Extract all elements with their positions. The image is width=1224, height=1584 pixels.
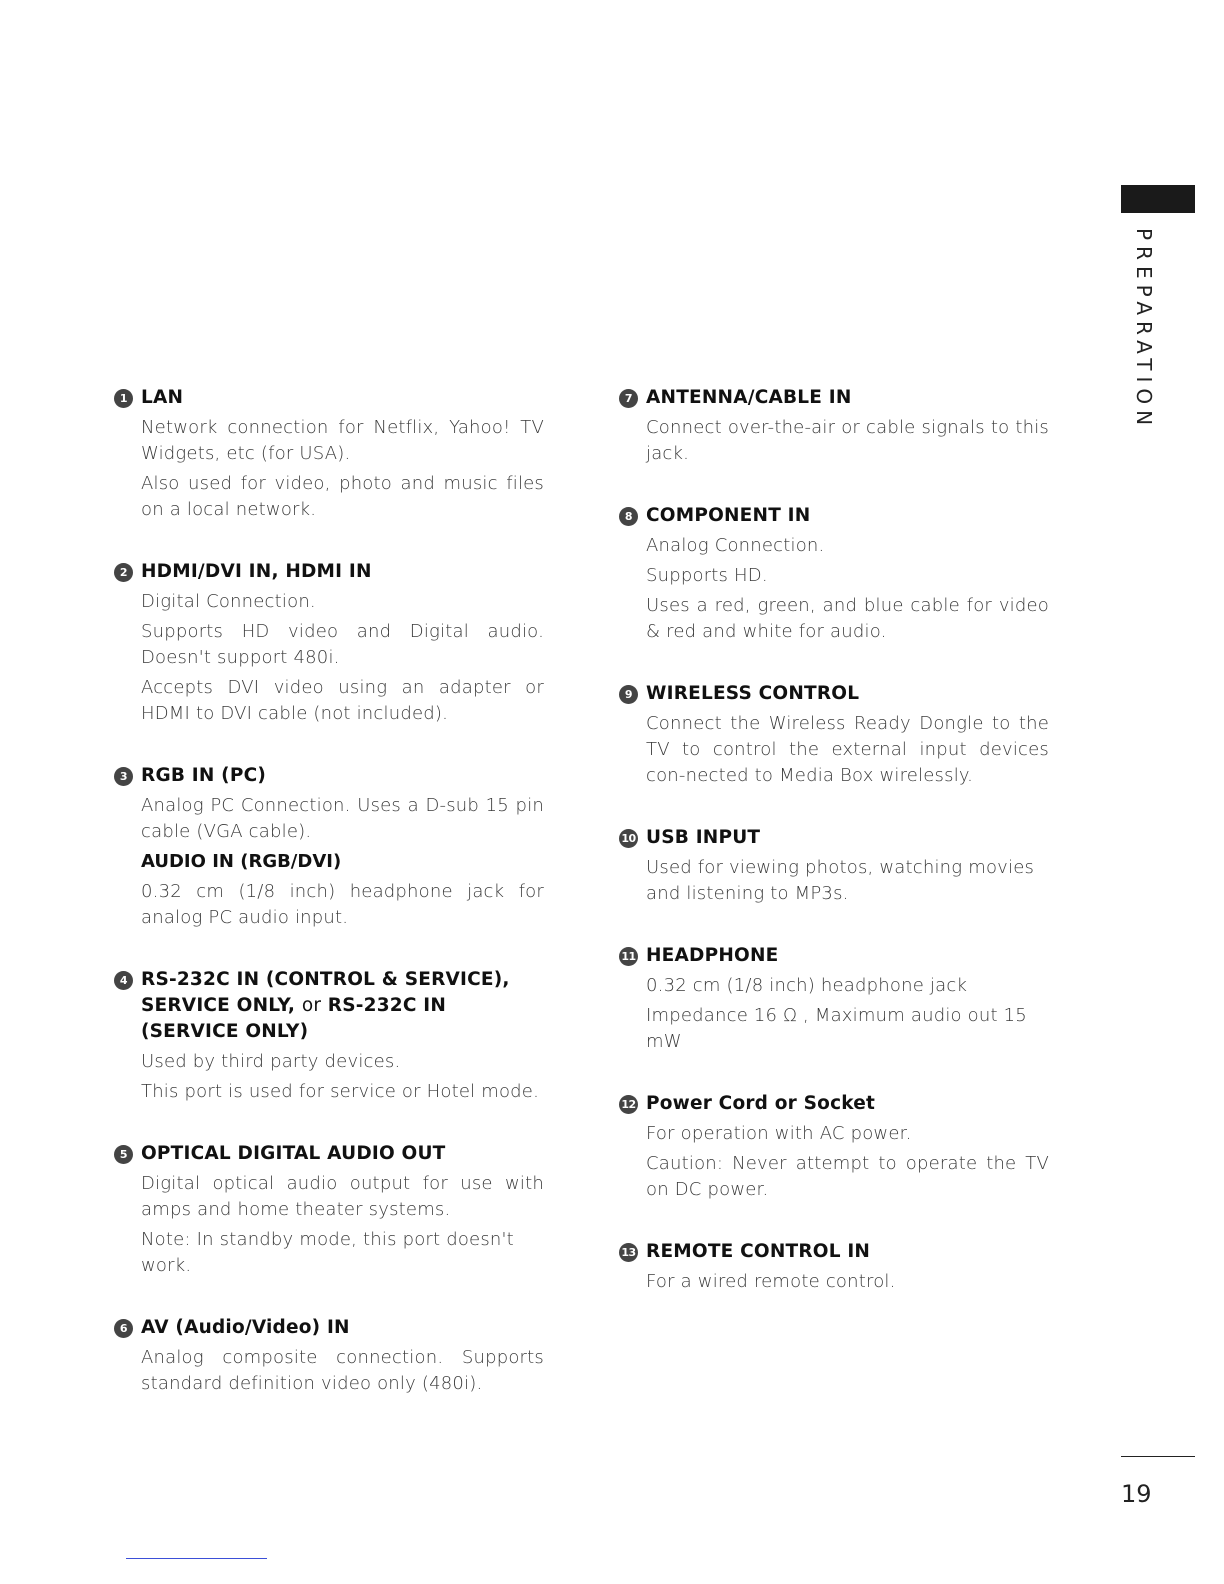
item-text: Connect the Wireless Ready Dongle to the TV to control the external input devices con-nected to Media Box wirelessly. xyxy=(646,713,1049,786)
title-part: RS-232C IN (SERVICE ONLY) xyxy=(141,995,447,1042)
item-text: Caution: Never attempt to operate the TV on DC power. xyxy=(646,1153,1049,1200)
item-text: Supports HD video and Digital audio. Doesn't support 480i. xyxy=(141,621,544,668)
item-title: HDMI/DVI IN, HDMI IN xyxy=(141,561,372,582)
number-badge: 11 xyxy=(619,947,638,966)
item-usb xyxy=(619,825,1049,907)
number-badge: 13 xyxy=(619,1243,638,1262)
right-column xyxy=(619,385,1049,1331)
item-text: For a wired remote control. xyxy=(646,1271,896,1292)
item-title: WIRELESS CONTROL xyxy=(646,683,860,704)
item-power xyxy=(619,1091,1049,1203)
item-lan xyxy=(114,385,544,523)
item-title: OPTICAL DIGITAL AUDIO OUT xyxy=(141,1143,446,1164)
left-column xyxy=(114,385,544,1433)
item-optical xyxy=(114,1141,544,1279)
item-title xyxy=(141,967,544,1045)
item-text: Connect over-the-air or cable signals to this jack. xyxy=(646,417,1049,464)
item-text: Analog PC Connection. Uses a D-sub 15 pin cable (VGA cable). xyxy=(141,795,544,842)
item-headphone xyxy=(619,943,1049,1055)
item-text: Used for viewing photos, watching movies and listening to MP3s. xyxy=(646,857,1035,904)
item-title: Power Cord or Socket xyxy=(646,1093,876,1114)
footer-rule xyxy=(1121,1456,1195,1457)
item-text: This port is used for service or Hotel mode. xyxy=(141,1081,540,1102)
bottom-link-underline xyxy=(126,1558,267,1559)
item-hdmi xyxy=(114,559,544,727)
item-text: Analog composite connection. Supports standard definition video only (480i). xyxy=(141,1347,544,1394)
number-badge: 5 xyxy=(114,1145,133,1164)
number-badge: 9 xyxy=(619,685,638,704)
title-part: RS-232C IN (CONTROL & SERVICE), SERVICE ONLY, xyxy=(141,969,510,1016)
item-text: Impedance 16 Ω , Maximum audio out 15 mW xyxy=(646,1005,1027,1052)
item-text: Digital Connection. xyxy=(141,591,316,612)
item-title: ANTENNA/CABLE IN xyxy=(646,387,852,408)
item-component xyxy=(619,503,1049,645)
item-text: 0.32 cm (1/8 inch) headphone jack xyxy=(646,975,968,996)
item-text: 0.32 cm (1/8 inch) headphone jack for analog PC audio input. xyxy=(141,881,544,928)
number-badge: 8 xyxy=(619,507,638,526)
number-badge: 4 xyxy=(114,971,133,990)
item-title: RGB IN (PC) xyxy=(141,765,267,786)
section-tab-label: PREPARATION xyxy=(1132,228,1156,432)
section-tab-bar xyxy=(1121,185,1195,213)
item-text: Analog Connection. xyxy=(646,535,825,556)
item-remote xyxy=(619,1239,1049,1295)
number-badge: 10 xyxy=(619,829,638,848)
item-text: Accepts DVI video using an adapter or HDMI to DVI cable (not included). xyxy=(141,677,544,724)
title-connector: or xyxy=(301,995,322,1016)
item-wireless xyxy=(619,681,1049,789)
item-title: REMOTE CONTROL IN xyxy=(646,1241,871,1262)
item-title: LAN xyxy=(141,387,184,408)
item-text: Network connection for Netflix, Yahoo! TV Widgets, etc (for USA). xyxy=(141,417,544,464)
item-text: Supports HD. xyxy=(646,565,768,586)
item-text: Used by third party devices. xyxy=(141,1051,401,1072)
number-badge: 3 xyxy=(114,767,133,786)
item-text: Uses a red, green, and blue cable for video & red and white for audio. xyxy=(646,595,1049,642)
item-text: Also used for video, photo and music files on a local network. xyxy=(141,473,544,520)
number-badge: 1 xyxy=(114,389,133,408)
item-text: Note: In standby mode, this port doesn't work. xyxy=(141,1229,514,1276)
item-title: USB INPUT xyxy=(646,827,761,848)
item-text: For operation with AC power. xyxy=(646,1123,912,1144)
item-rgb xyxy=(114,763,544,931)
number-badge: 12 xyxy=(619,1095,638,1114)
item-antenna xyxy=(619,385,1049,467)
number-badge: 7 xyxy=(619,389,638,408)
item-rs232c xyxy=(114,967,544,1105)
item-av xyxy=(114,1315,544,1397)
item-title: HEADPHONE xyxy=(646,945,779,966)
item-title: COMPONENT IN xyxy=(646,505,811,526)
item-subheading: AUDIO IN (RGB/DVI) xyxy=(141,851,342,872)
item-title: AV (Audio/Video) IN xyxy=(141,1317,350,1338)
page-number: 19 xyxy=(1121,1480,1152,1508)
number-badge: 6 xyxy=(114,1319,133,1338)
item-text: Digital optical audio output for use with amps and home theater systems. xyxy=(141,1173,544,1220)
number-badge: 2 xyxy=(114,563,133,582)
